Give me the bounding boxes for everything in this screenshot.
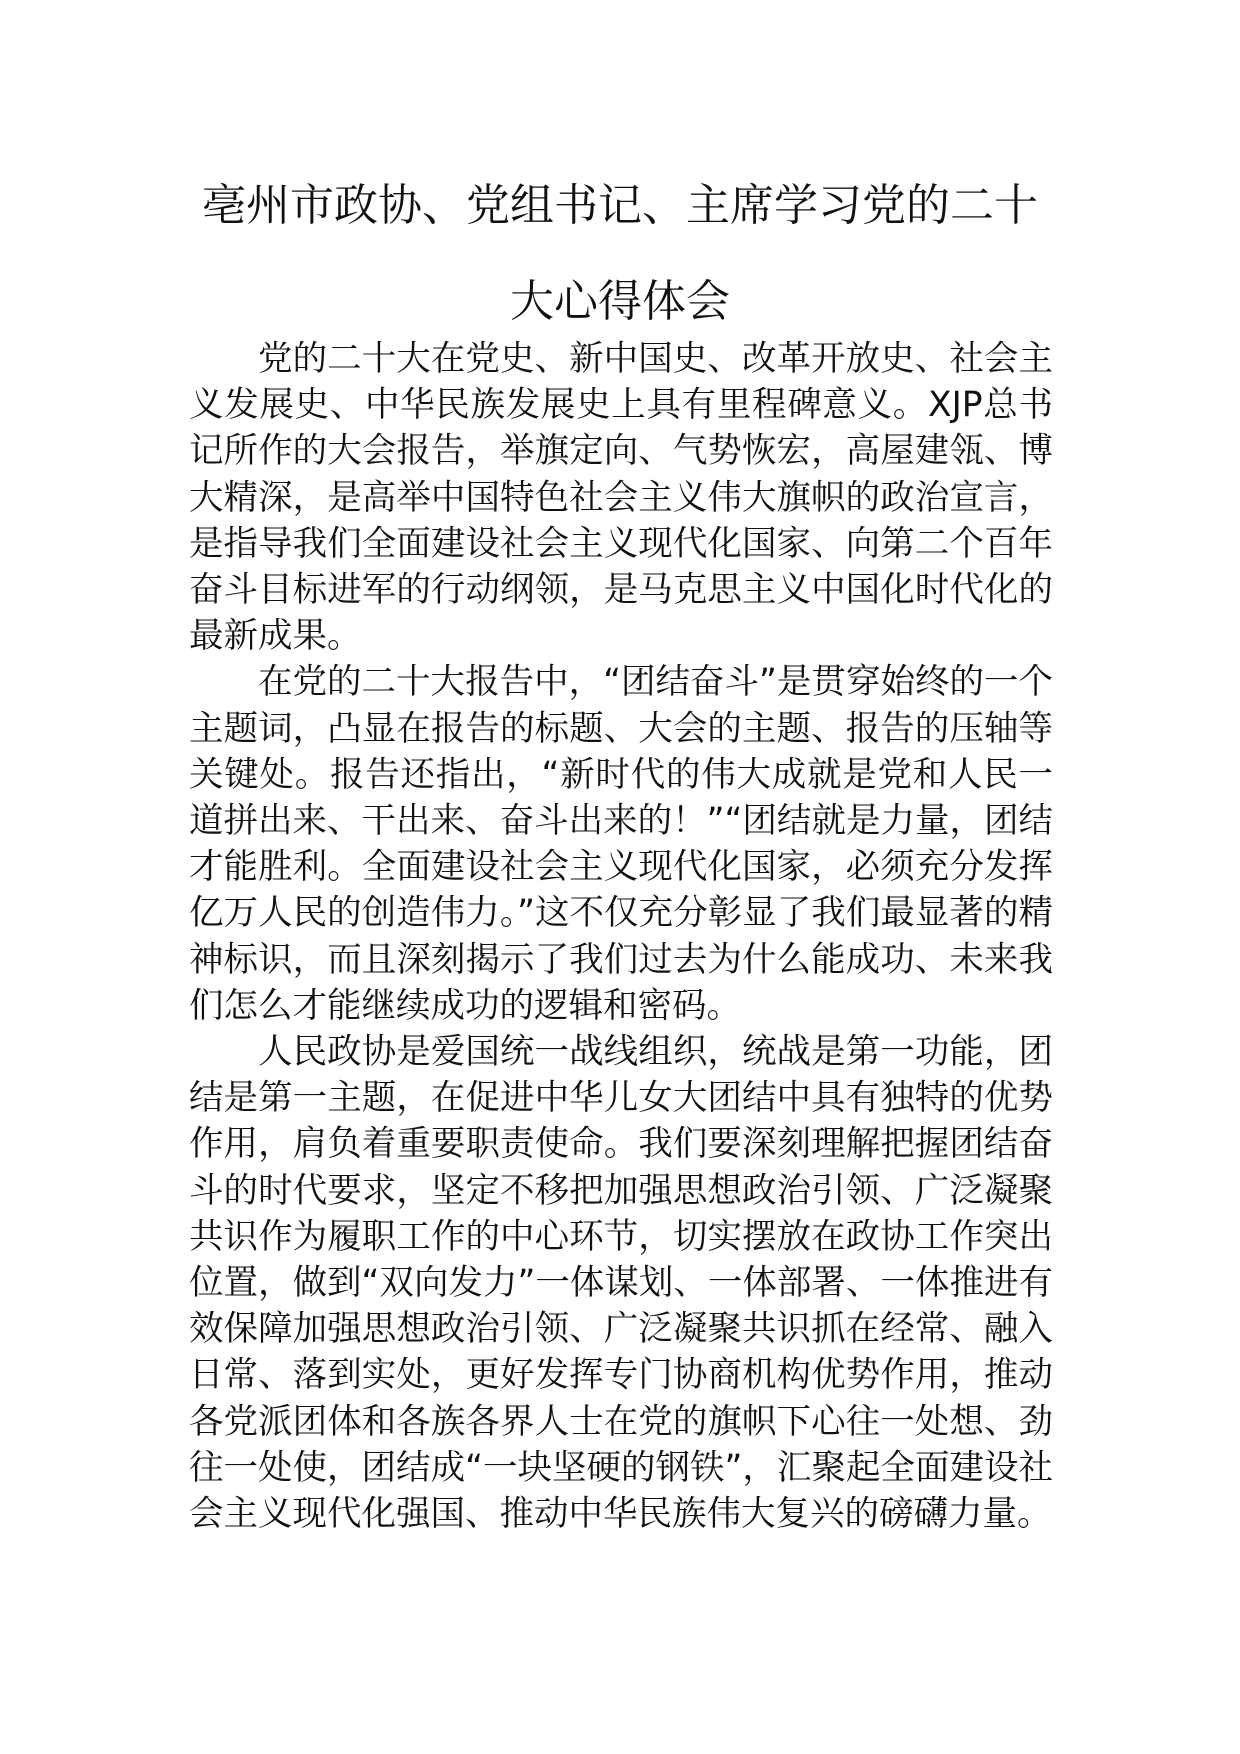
paragraph-2: 在党的二十大报告中，“团结奋斗”是贯穿始终的一个主题词，凸显在报告的标题、大会的主题、报告的压轴等关键处。报告还指出，“新时代的伟大成就是党和人民一道拼出来、干出来、奋斗出来的！”“团结就是力量，团结才能胜利。全面建设社会主义现代化国家，必须充分发挥亿万人民的创造伟力。”这不仅充分彰显了我们最显著的精神标识，而且深刻揭示了我们过去为什么能成功、未来我们怎么才能继续成功的逻辑和密码。 [189,662,1053,1026]
document-body [189,336,1053,1537]
paragraph-3: 人民政协是爱国统一战线组织，统战是第一功能，团结是第一主题，在促进中华儿女大团结中具有独特的优势作用，肩负着重要职责使命。我们要深刻理解把握团结奋斗的时代要求，坚定不移把加强思想政治引领、广泛凝聚共识作为履职工作的中心环节，切实摆放在政协工作突出位置，做到“双向发力”一体谋划、一体部署、一体推进有效保障加强思想政治引领、广泛凝聚共识抓在经常、融入日常、落到实处，更好发挥专门协商机构优势作用，推动各党派团体和各族各界人士在党的旗帜下心往一处想、劲往一处使，团结成“一块坚硬的钢铁”，汇聚起全面建设社会主义现代化强国、推动中华民族伟大复兴的磅礴力量。 [189,1032,1053,1535]
paragraph-1: 党的二十大在党史、新中国史、改革开放史、社会主义发展史、中华民族发展史上具有里程碑意义。XJP总书记所作的大会报告，举旗定向、气势恢宏，高屋建瓴、博大精深，是高举中国特色社会主义伟大旗帜的政治宣言，是指导我们全面建设社会主义现代化国家、向第二个百年奋斗目标进军的行动纲领，是马克思主义中国化时代化的最新成果。 [189,339,1053,657]
document-title: 亳州市政协、党组书记、主席学习党的二十大心得体会 [202,180,1038,327]
